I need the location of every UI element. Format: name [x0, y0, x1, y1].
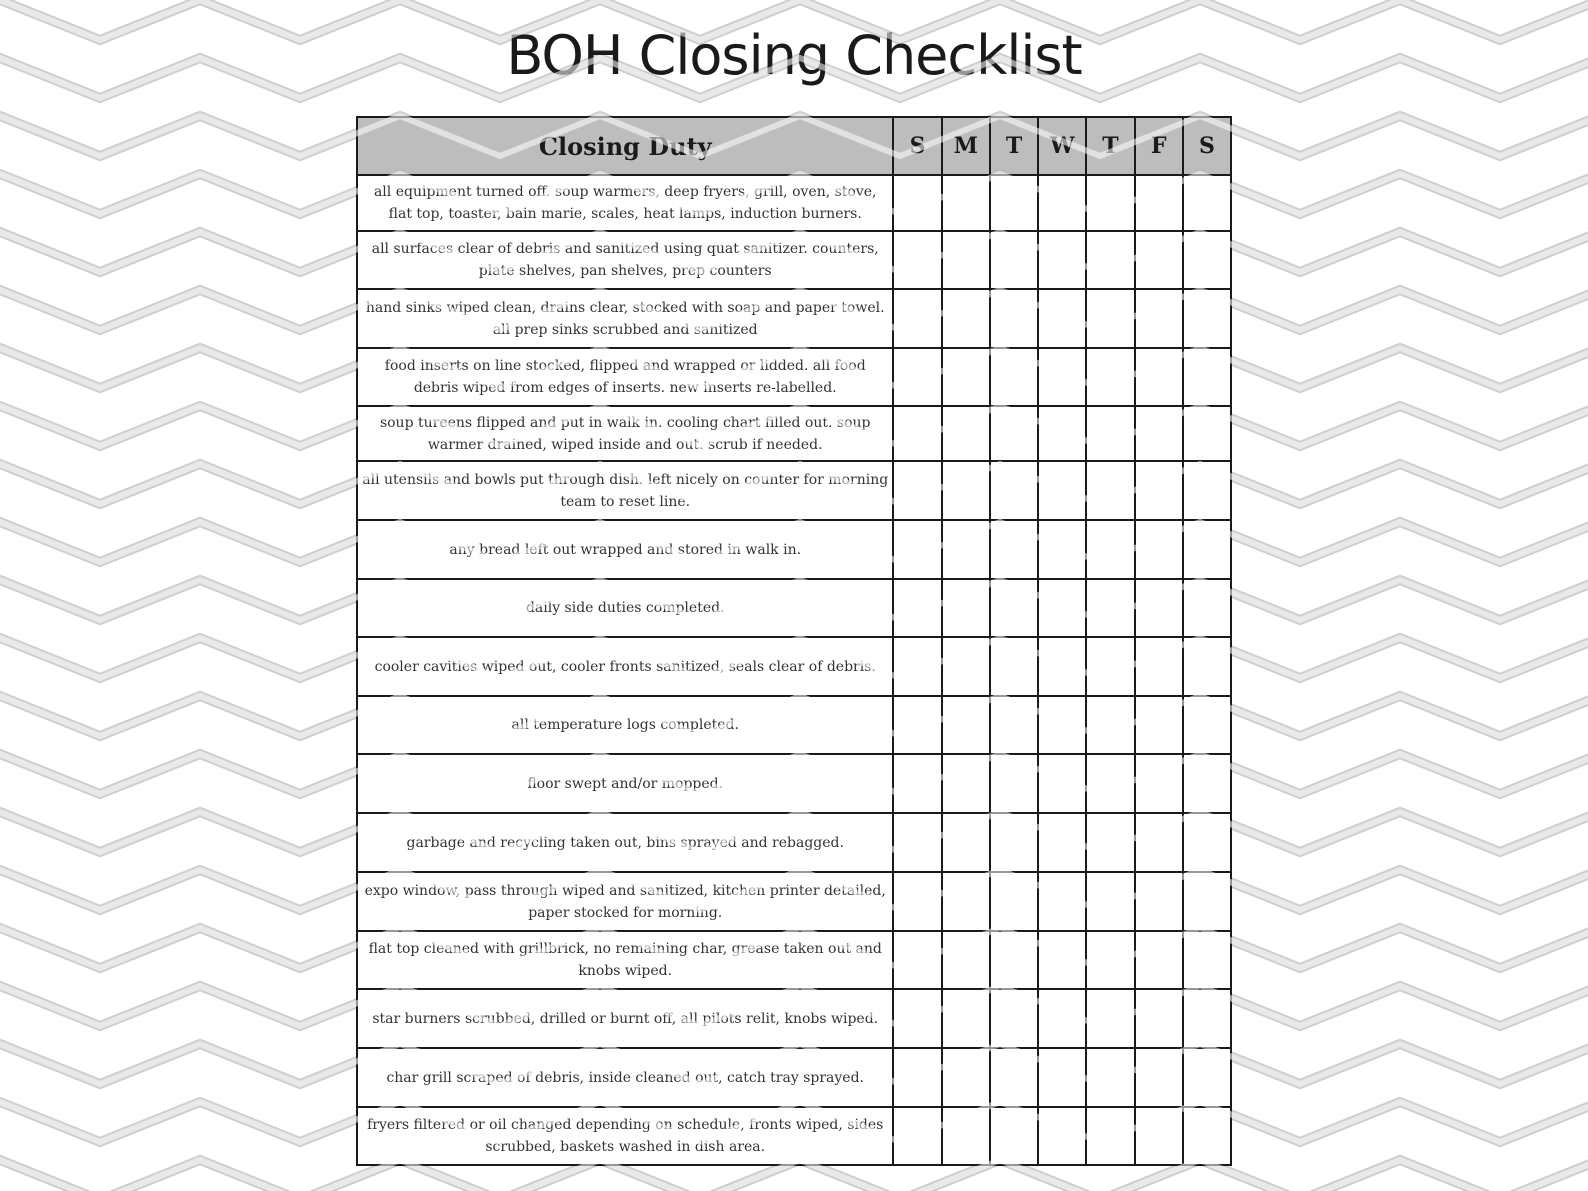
- checkbox-cell-wednesday[interactable]: [1038, 579, 1086, 637]
- checkbox-cell-sunday[interactable]: [893, 348, 941, 406]
- checkbox-cell-wednesday[interactable]: [1038, 872, 1086, 931]
- checkbox-cell-monday[interactable]: [942, 406, 990, 461]
- checkbox-cell-saturday[interactable]: [1183, 1107, 1231, 1165]
- table-row: [357, 406, 1231, 461]
- duty-text: all equipment turned off. soup warmers, deep fryers, grill, oven, stove, flat top, toaster, bain marie, scales, heat lamps, induction burners.: [357, 175, 893, 231]
- table-row: [357, 231, 1231, 289]
- checkbox-cell-friday[interactable]: [1135, 579, 1183, 637]
- duty-text: hand sinks wiped clean, drains clear, stocked with soap and paper towel. all prep sinks scrubbed and sanitized: [357, 289, 893, 348]
- checkbox-cell-friday[interactable]: [1135, 1048, 1183, 1107]
- duty-text: all utensils and bowls put through dish. left nicely on counter for morning team to reset line.: [357, 461, 893, 520]
- checkbox-cell-friday[interactable]: [1135, 1107, 1183, 1165]
- checkbox-cell-tuesday[interactable]: [990, 989, 1038, 1048]
- table-row: [357, 520, 1231, 579]
- checkbox-cell-friday[interactable]: [1135, 813, 1183, 872]
- table-row: [357, 461, 1231, 520]
- checkbox-cell-monday[interactable]: [942, 175, 990, 231]
- checkbox-cell-thursday[interactable]: [1086, 289, 1134, 348]
- checkbox-cell-wednesday[interactable]: [1038, 461, 1086, 520]
- table-row: [357, 175, 1231, 231]
- checkbox-cell-sunday[interactable]: [893, 406, 941, 461]
- checkbox-cell-wednesday[interactable]: [1038, 406, 1086, 461]
- checkbox-cell-saturday[interactable]: [1183, 231, 1231, 289]
- checkbox-cell-thursday[interactable]: [1086, 637, 1134, 696]
- checkbox-cell-thursday[interactable]: [1086, 1048, 1134, 1107]
- checkbox-cell-sunday[interactable]: [893, 931, 941, 989]
- duty-text: daily side duties completed.: [357, 579, 893, 637]
- table-row: [357, 289, 1231, 348]
- day-header-thursday: T: [1086, 117, 1134, 175]
- checkbox-cell-thursday[interactable]: [1086, 348, 1134, 406]
- checkbox-cell-tuesday[interactable]: [990, 1048, 1038, 1107]
- closing-duty-header: Closing Duty: [357, 117, 893, 175]
- checkbox-cell-friday[interactable]: [1135, 989, 1183, 1048]
- table-row: [357, 931, 1231, 989]
- checkbox-cell-saturday[interactable]: [1183, 989, 1231, 1048]
- table-row: [357, 1048, 1231, 1107]
- checkbox-cell-friday[interactable]: [1135, 175, 1183, 231]
- checkbox-cell-friday[interactable]: [1135, 931, 1183, 989]
- day-header-saturday: S: [1183, 117, 1231, 175]
- checkbox-cell-monday[interactable]: [942, 989, 990, 1048]
- checkbox-cell-tuesday[interactable]: [990, 637, 1038, 696]
- checkbox-cell-friday[interactable]: [1135, 754, 1183, 813]
- checkbox-cell-tuesday[interactable]: [990, 579, 1038, 637]
- checkbox-cell-sunday[interactable]: [893, 579, 941, 637]
- checkbox-cell-wednesday[interactable]: [1038, 696, 1086, 754]
- checkbox-cell-wednesday[interactable]: [1038, 231, 1086, 289]
- checkbox-cell-tuesday[interactable]: [990, 813, 1038, 872]
- checkbox-cell-tuesday[interactable]: [990, 696, 1038, 754]
- checkbox-cell-thursday[interactable]: [1086, 931, 1134, 989]
- checkbox-cell-saturday[interactable]: [1183, 813, 1231, 872]
- checkbox-cell-tuesday[interactable]: [990, 931, 1038, 989]
- checkbox-cell-thursday[interactable]: [1086, 813, 1134, 872]
- checkbox-cell-thursday[interactable]: [1086, 175, 1134, 231]
- checkbox-cell-sunday[interactable]: [893, 637, 941, 696]
- checkbox-cell-saturday[interactable]: [1183, 579, 1231, 637]
- checkbox-cell-thursday[interactable]: [1086, 872, 1134, 931]
- duty-text: any bread left out wrapped and stored in walk in.: [357, 520, 893, 579]
- duty-text: all temperature logs completed.: [357, 696, 893, 754]
- table-row: [357, 637, 1231, 696]
- checkbox-cell-wednesday[interactable]: [1038, 754, 1086, 813]
- checkbox-cell-monday[interactable]: [942, 637, 990, 696]
- checkbox-cell-sunday[interactable]: [893, 231, 941, 289]
- checkbox-cell-friday[interactable]: [1135, 231, 1183, 289]
- checkbox-cell-saturday[interactable]: [1183, 872, 1231, 931]
- table-row: [357, 348, 1231, 406]
- checkbox-cell-saturday[interactable]: [1183, 520, 1231, 579]
- checkbox-cell-tuesday[interactable]: [990, 520, 1038, 579]
- checkbox-cell-friday[interactable]: [1135, 637, 1183, 696]
- checkbox-cell-tuesday[interactable]: [990, 406, 1038, 461]
- checkbox-cell-wednesday[interactable]: [1038, 931, 1086, 989]
- checkbox-cell-wednesday[interactable]: [1038, 637, 1086, 696]
- checkbox-cell-friday[interactable]: [1135, 406, 1183, 461]
- table-row: [357, 696, 1231, 754]
- checkbox-cell-thursday[interactable]: [1086, 696, 1134, 754]
- checkbox-cell-monday[interactable]: [942, 579, 990, 637]
- duty-text: cooler cavities wiped out, cooler fronts sanitized, seals clear of debris.: [357, 637, 893, 696]
- checkbox-cell-saturday[interactable]: [1183, 931, 1231, 989]
- checkbox-cell-tuesday[interactable]: [990, 754, 1038, 813]
- checkbox-cell-wednesday[interactable]: [1038, 289, 1086, 348]
- checkbox-cell-tuesday[interactable]: [990, 872, 1038, 931]
- checkbox-cell-saturday[interactable]: [1183, 461, 1231, 520]
- checkbox-cell-wednesday[interactable]: [1038, 520, 1086, 579]
- checkbox-cell-saturday[interactable]: [1183, 289, 1231, 348]
- checkbox-cell-sunday[interactable]: [893, 289, 941, 348]
- checkbox-cell-monday[interactable]: [942, 289, 990, 348]
- table-row: [357, 813, 1231, 872]
- checkbox-cell-wednesday[interactable]: [1038, 813, 1086, 872]
- checkbox-cell-monday[interactable]: [942, 872, 990, 931]
- checkbox-cell-monday[interactable]: [942, 231, 990, 289]
- checkbox-cell-wednesday[interactable]: [1038, 989, 1086, 1048]
- closing-checklist-table: [356, 116, 1232, 1166]
- checkbox-cell-thursday[interactable]: [1086, 579, 1134, 637]
- checkbox-cell-tuesday[interactable]: [990, 348, 1038, 406]
- duty-text: expo window, pass through wiped and sanitized, kitchen printer detailed, paper stocked for morning.: [357, 872, 893, 931]
- checkbox-cell-thursday[interactable]: [1086, 1107, 1134, 1165]
- duty-text: star burners scrubbed, drilled or burnt off, all pilots relit, knobs wiped.: [357, 989, 893, 1048]
- checkbox-cell-thursday[interactable]: [1086, 231, 1134, 289]
- checkbox-cell-sunday[interactable]: [893, 1107, 941, 1165]
- checkbox-cell-saturday[interactable]: [1183, 1048, 1231, 1107]
- checkbox-cell-monday[interactable]: [942, 348, 990, 406]
- checkbox-cell-tuesday[interactable]: [990, 1107, 1038, 1165]
- checkbox-cell-tuesday[interactable]: [990, 175, 1038, 231]
- checkbox-cell-friday[interactable]: [1135, 872, 1183, 931]
- duty-text: food inserts on line stocked, flipped and wrapped or lidded. all food debris wiped from edges of inserts. new inserts re-labelled.: [357, 348, 893, 406]
- checkbox-cell-thursday[interactable]: [1086, 754, 1134, 813]
- table-row: [357, 872, 1231, 931]
- checkbox-cell-saturday[interactable]: [1183, 754, 1231, 813]
- checkbox-cell-monday[interactable]: [942, 520, 990, 579]
- table-row: [357, 989, 1231, 1048]
- checkbox-cell-tuesday[interactable]: [990, 231, 1038, 289]
- checkbox-cell-sunday[interactable]: [893, 872, 941, 931]
- page-title: BOH Closing Checklist: [506, 24, 1082, 87]
- checkbox-cell-monday[interactable]: [942, 696, 990, 754]
- checkbox-cell-sunday[interactable]: [893, 461, 941, 520]
- checkbox-cell-saturday[interactable]: [1183, 348, 1231, 406]
- checkbox-cell-wednesday[interactable]: [1038, 1048, 1086, 1107]
- checkbox-cell-sunday[interactable]: [893, 989, 941, 1048]
- duty-text: char grill scraped of debris, inside cleaned out, catch tray sprayed.: [357, 1048, 893, 1107]
- checkbox-cell-saturday[interactable]: [1183, 175, 1231, 231]
- checkbox-cell-saturday[interactable]: [1183, 696, 1231, 754]
- table-row: [357, 1107, 1231, 1165]
- checkbox-cell-monday[interactable]: [942, 813, 990, 872]
- checkbox-cell-tuesday[interactable]: [990, 289, 1038, 348]
- checkbox-cell-monday[interactable]: [942, 754, 990, 813]
- duty-text: flat top cleaned with grillbrick, no remaining char, grease taken out and knobs wiped.: [357, 931, 893, 989]
- checkbox-cell-sunday[interactable]: [893, 813, 941, 872]
- checkbox-cell-saturday[interactable]: [1183, 406, 1231, 461]
- checkbox-cell-thursday[interactable]: [1086, 520, 1134, 579]
- table-row: [357, 754, 1231, 813]
- checkbox-cell-monday[interactable]: [942, 461, 990, 520]
- checkbox-cell-wednesday[interactable]: [1038, 1107, 1086, 1165]
- duty-text: fryers filtered or oil changed depending on schedule, fronts wiped, sides scrubbed, baskets washed in dish area.: [357, 1107, 893, 1165]
- table-row: [357, 579, 1231, 637]
- checkbox-cell-wednesday[interactable]: [1038, 348, 1086, 406]
- checkbox-cell-sunday[interactable]: [893, 520, 941, 579]
- checkbox-cell-sunday[interactable]: [893, 175, 941, 231]
- duty-text: all surfaces clear of debris and sanitized using quat sanitizer. counters, plate shelves, pan shelves, prep counters: [357, 231, 893, 289]
- checkbox-cell-monday[interactable]: [942, 931, 990, 989]
- checkbox-cell-wednesday[interactable]: [1038, 175, 1086, 231]
- checkbox-cell-friday[interactable]: [1135, 461, 1183, 520]
- checkbox-cell-friday[interactable]: [1135, 289, 1183, 348]
- checkbox-cell-monday[interactable]: [942, 1048, 990, 1107]
- day-header-sunday: S: [893, 117, 941, 175]
- checkbox-cell-sunday[interactable]: [893, 696, 941, 754]
- day-header-wednesday: W: [1038, 117, 1086, 175]
- day-header-friday: F: [1135, 117, 1183, 175]
- checkbox-cell-sunday[interactable]: [893, 1048, 941, 1107]
- duty-text: soup tureens flipped and put in walk in. cooling chart filled out. soup warmer drained, wiped inside and out. scrub if needed.: [357, 406, 893, 461]
- table-header-row: [357, 117, 1231, 175]
- checkbox-cell-thursday[interactable]: [1086, 989, 1134, 1048]
- checkbox-cell-thursday[interactable]: [1086, 461, 1134, 520]
- checkbox-cell-monday[interactable]: [942, 1107, 990, 1165]
- checkbox-cell-saturday[interactable]: [1183, 637, 1231, 696]
- duty-text: garbage and recycling taken out, bins sprayed and rebagged.: [357, 813, 893, 872]
- duty-text: floor swept and/or mopped.: [357, 754, 893, 813]
- checkbox-cell-friday[interactable]: [1135, 348, 1183, 406]
- checkbox-cell-friday[interactable]: [1135, 520, 1183, 579]
- checkbox-cell-friday[interactable]: [1135, 696, 1183, 754]
- day-header-monday: M: [942, 117, 990, 175]
- checkbox-cell-thursday[interactable]: [1086, 406, 1134, 461]
- checkbox-cell-tuesday[interactable]: [990, 461, 1038, 520]
- checkbox-cell-sunday[interactable]: [893, 754, 941, 813]
- day-header-tuesday: T: [990, 117, 1038, 175]
